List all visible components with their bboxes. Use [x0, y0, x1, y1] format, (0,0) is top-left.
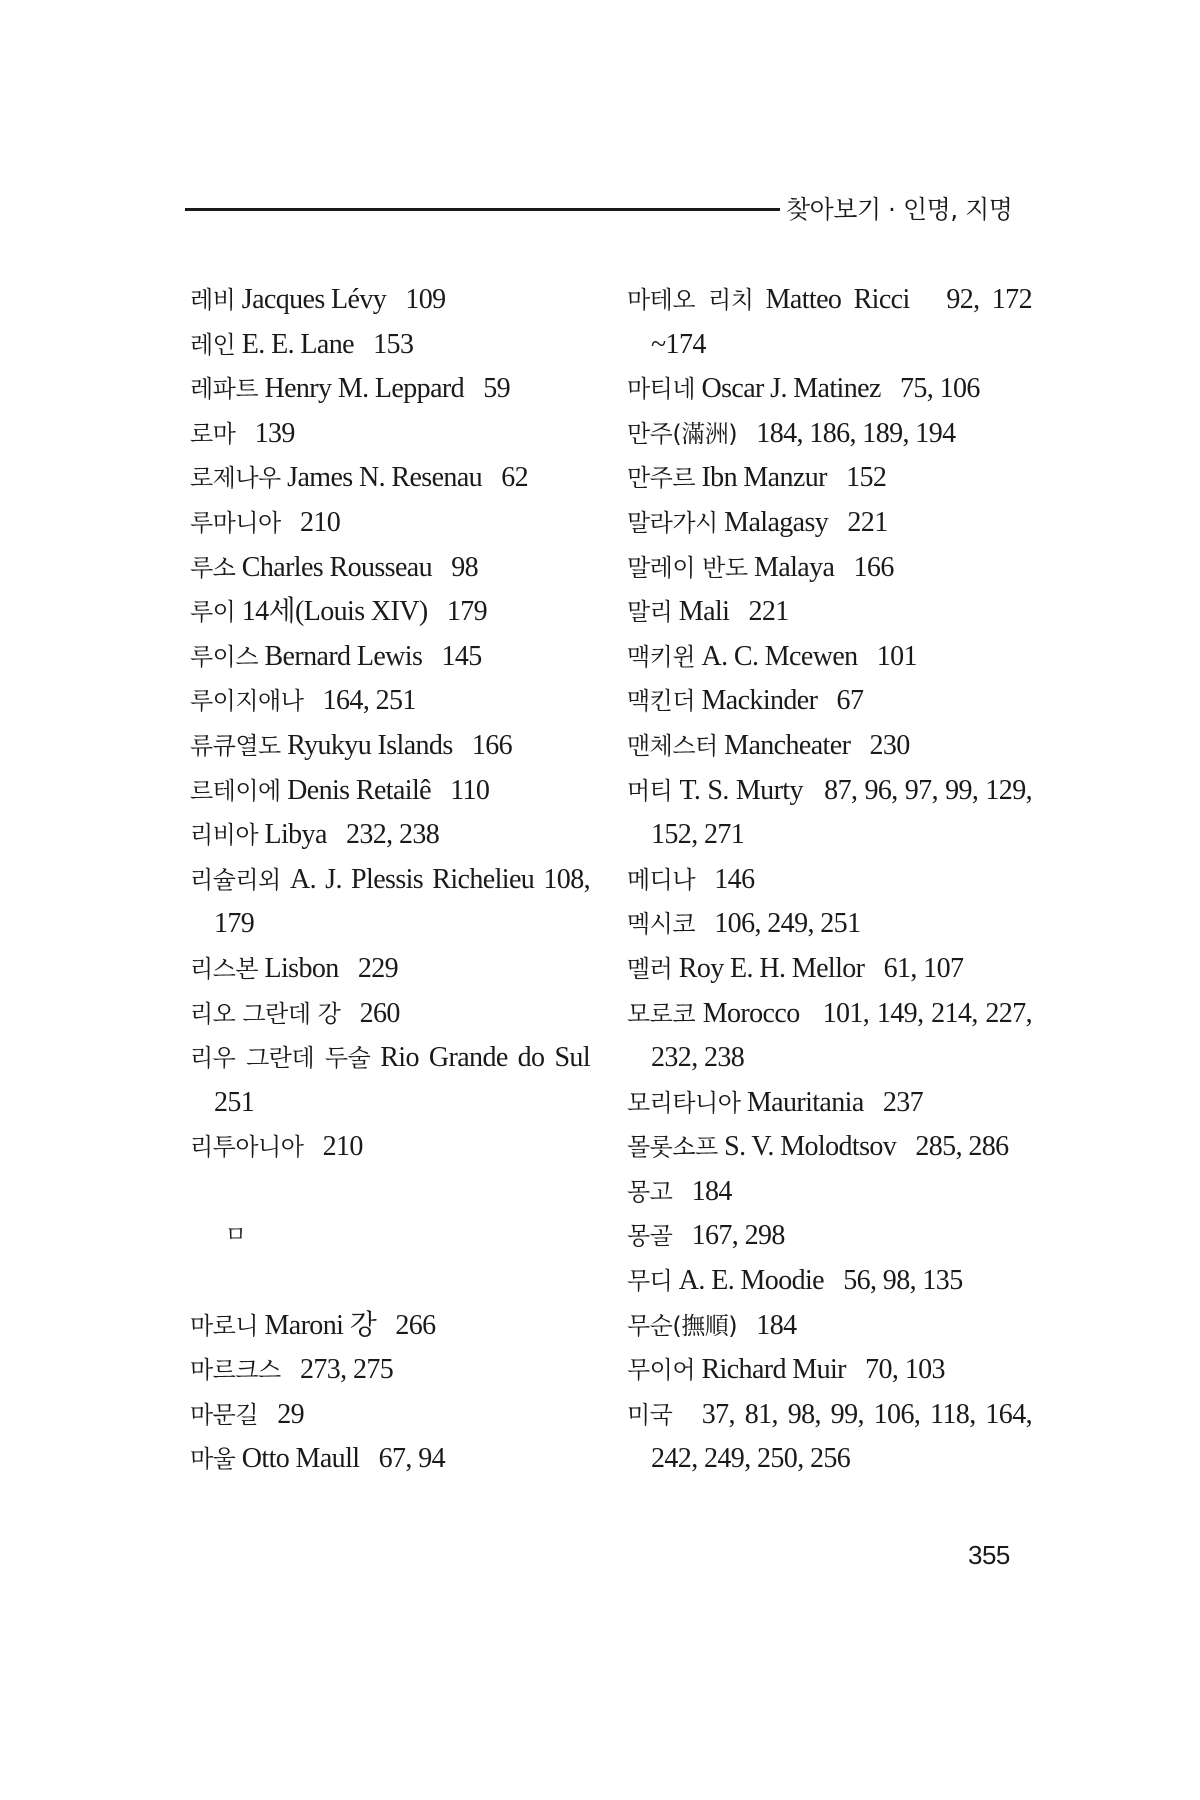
index-entry	[627, 947, 1032, 992]
entry-reference: 106, 249, 251	[695, 908, 861, 940]
entry-reference: Mauritania 237	[740, 1086, 924, 1118]
entry-korean-term: 몽골	[627, 1222, 673, 1251]
entry-reference: 184, 186, 189, 194	[737, 417, 956, 449]
index-entry	[627, 546, 1032, 591]
index-entry	[627, 858, 1032, 903]
entry-korean-term: 말라가시	[627, 508, 718, 537]
entry-korean-term: 마티네	[627, 375, 696, 404]
index-entry	[627, 590, 1032, 635]
index-entry	[627, 278, 1039, 367]
entry-reference: 184	[672, 1175, 732, 1207]
index-entry	[190, 590, 590, 635]
index-entry	[190, 858, 597, 947]
entry-korean-term: 마울	[190, 1445, 236, 1474]
index-entry	[190, 1125, 590, 1170]
index-entry	[190, 1036, 610, 1125]
entry-reference: A. C. Mcewen 101	[695, 640, 917, 672]
entry-reference: 273, 275	[280, 1354, 394, 1386]
index-entry	[190, 412, 590, 457]
entry-reference: James N. Resenau 62	[280, 462, 529, 494]
entry-reference: 167, 298	[672, 1220, 785, 1252]
running-header: 찾아보기 · 인명, 지명	[786, 195, 1013, 224]
entry-korean-term: 루이지애나	[190, 687, 304, 716]
page-number: 355	[968, 1540, 1010, 1570]
entry-korean-term: 레파트	[190, 375, 259, 404]
index-entries-l-section	[190, 278, 610, 1170]
entry-korean-term: 만주르	[627, 464, 696, 493]
entry-korean-term: 루이스	[190, 642, 259, 671]
entry-reference: T. S. Murty 87, 96, 97, 99, 129, 152, 271	[651, 774, 1039, 851]
entry-korean-term: 류큐열도	[190, 731, 281, 760]
entry-korean-term: 리우 그란데 두술	[190, 1044, 371, 1073]
entry-korean-term: 리비아	[190, 821, 259, 850]
index-entry	[627, 1214, 1032, 1259]
index-entry	[190, 992, 590, 1037]
entry-reference: A. E. Moodie 56, 98, 135	[672, 1265, 963, 1297]
entry-korean-term: 로마	[190, 419, 236, 448]
entry-korean-term: 루이	[190, 598, 236, 627]
entry-korean-term: 미국	[627, 1400, 673, 1429]
entry-reference: Denis Retailê 110	[280, 774, 490, 806]
index-entry	[627, 902, 1032, 947]
index-entry	[190, 769, 590, 814]
entry-korean-term: 무디	[627, 1267, 673, 1296]
entry-korean-term: 모로코	[627, 999, 696, 1028]
entry-reference: E. E. Lane 153	[235, 328, 414, 360]
entry-korean-term: 머티	[627, 776, 673, 805]
index-entry	[627, 456, 1032, 501]
index-entry	[190, 813, 590, 858]
entry-reference: 29	[258, 1398, 305, 1430]
entry-reference: Rio Grande do Sul 251	[214, 1042, 610, 1118]
entry-korean-term: 리슐리외	[190, 865, 281, 894]
entry-reference: Malagasy 221	[717, 506, 888, 538]
index-entry	[190, 501, 590, 546]
entry-korean-term: 몰롯소프	[627, 1133, 718, 1162]
index-entry	[627, 1170, 1032, 1215]
index-entry	[627, 1259, 1032, 1304]
entry-reference: 184	[737, 1309, 797, 1341]
entry-reference: 146	[695, 863, 755, 895]
entry-korean-term: 마문길	[190, 1400, 259, 1429]
entry-reference: 210	[280, 506, 341, 538]
entry-reference: Ibn Manzur 152	[695, 462, 887, 494]
index-entry	[190, 323, 590, 368]
index-column-left	[190, 278, 610, 1482]
entry-korean-term: 레인	[190, 330, 236, 359]
entry-reference: 37, 81, 98, 99, 106, 118, 164, 242, 249, 250, 256	[651, 1398, 1039, 1475]
entry-korean-term: 맨체스터	[627, 731, 718, 760]
index-entries-m-section	[190, 1304, 590, 1482]
index-entry	[627, 1348, 1032, 1393]
index-entry	[627, 635, 1032, 680]
index-entry	[190, 278, 590, 323]
index-entry	[627, 992, 1039, 1081]
entry-reference: 260	[340, 997, 400, 1029]
entry-reference: Libya 232, 238	[258, 819, 440, 851]
entry-reference: Mancheater 230	[717, 729, 910, 761]
entry-korean-term: 루마니아	[190, 508, 281, 537]
index-entry	[190, 367, 590, 412]
entry-reference: Charles Rousseau 98	[235, 551, 479, 583]
entry-korean-term: 모리타니아	[627, 1088, 741, 1117]
index-entry	[190, 1348, 590, 1393]
index-entry	[190, 679, 590, 724]
entry-reference: Malaya 166	[747, 551, 894, 583]
index-entry	[190, 947, 590, 992]
entry-korean-term: 로제나우	[190, 464, 281, 493]
entry-reference: A. J. Plessis Richelieu 108, 179	[214, 863, 597, 940]
entry-reference: 210	[303, 1131, 363, 1163]
section-gap-top	[190, 1170, 590, 1215]
entry-reference: Bernard Lewis 145	[258, 640, 482, 672]
index-entry	[627, 501, 1032, 546]
entry-reference: Otto Maull 67, 94	[235, 1443, 446, 1475]
entry-reference: Jacques Lévy 109	[235, 284, 446, 315]
index-entry	[190, 546, 590, 591]
entry-korean-term: 레비	[190, 286, 236, 314]
entry-korean-term: 몽고	[627, 1177, 673, 1206]
index-entry	[627, 724, 1032, 769]
index-column-right	[627, 278, 1039, 1482]
entry-reference: Maroni 강 266	[258, 1309, 436, 1341]
entry-reference: S. V. Molodtsov 285, 286	[717, 1131, 1009, 1163]
entry-korean-term: 메디나	[627, 865, 696, 894]
entry-korean-term: 리스본	[190, 954, 259, 983]
index-entry	[627, 1304, 1032, 1349]
entry-reference: Ryukyu Islands 166	[280, 729, 513, 761]
entry-reference: Oscar J. Matinez 75, 106	[695, 373, 980, 405]
entry-korean-term: 마르크스	[190, 1356, 281, 1385]
index-entry	[627, 1393, 1039, 1482]
index-entry	[627, 679, 1032, 724]
section-heading-mieum: ㅁ	[225, 1223, 246, 1249]
entry-korean-term: 르테이에	[190, 776, 281, 805]
entry-reference: Mackinder 67	[695, 685, 864, 717]
entry-reference: 14세(Louis XIV) 179	[235, 596, 488, 628]
entry-korean-term: 리투아니아	[190, 1133, 304, 1162]
entry-korean-term: 마로니	[190, 1311, 259, 1340]
entry-korean-term: 리오 그란데 강	[190, 999, 341, 1028]
entry-korean-term: 맥키윈	[627, 642, 696, 671]
entry-korean-term: 무이어	[627, 1356, 696, 1385]
entry-reference: Mali 221	[672, 596, 789, 628]
entry-reference: Henry M. Leppard 59	[258, 373, 511, 405]
entry-korean-term: 무순(撫順)	[627, 1311, 738, 1340]
index-entry	[190, 635, 590, 680]
index-entry	[190, 1393, 590, 1438]
index-entry	[190, 1437, 590, 1482]
entry-korean-term: 멕시코	[627, 910, 696, 939]
entry-korean-term: 말리	[627, 598, 673, 627]
entry-reference: 164, 251	[303, 685, 416, 717]
index-entry	[190, 1304, 590, 1349]
index-entry	[627, 769, 1039, 858]
entry-korean-term: 마테오 리치	[627, 286, 754, 314]
entry-korean-term: 만주(滿洲)	[627, 419, 738, 448]
index-entry	[190, 724, 590, 769]
entry-reference: Matteo Ricci 92, 172 ~174	[651, 284, 1039, 360]
entry-korean-term: 맥킨더	[627, 687, 696, 716]
index-entry	[627, 367, 1032, 412]
entry-korean-term: 루소	[190, 553, 236, 582]
entry-reference: Roy E. H. Mellor 61, 107	[672, 952, 964, 984]
entry-reference: Lisbon 229	[258, 952, 399, 984]
entry-korean-term: 멜러	[627, 954, 673, 983]
entry-reference: Morocco 101, 149, 214, 227, 232, 238	[651, 997, 1039, 1074]
entry-reference: Richard Muir 70, 103	[695, 1354, 945, 1386]
entry-korean-term: 말레이 반도	[627, 553, 748, 582]
index-entry	[627, 1125, 1032, 1170]
index-entries-m-section-continued	[627, 278, 1039, 1482]
section-gap-bottom	[190, 1259, 590, 1304]
index-entry	[627, 412, 1032, 457]
entry-reference: 139	[235, 417, 295, 449]
index-entry	[627, 1081, 1032, 1126]
header-rule	[185, 208, 780, 211]
index-entry	[190, 456, 590, 501]
